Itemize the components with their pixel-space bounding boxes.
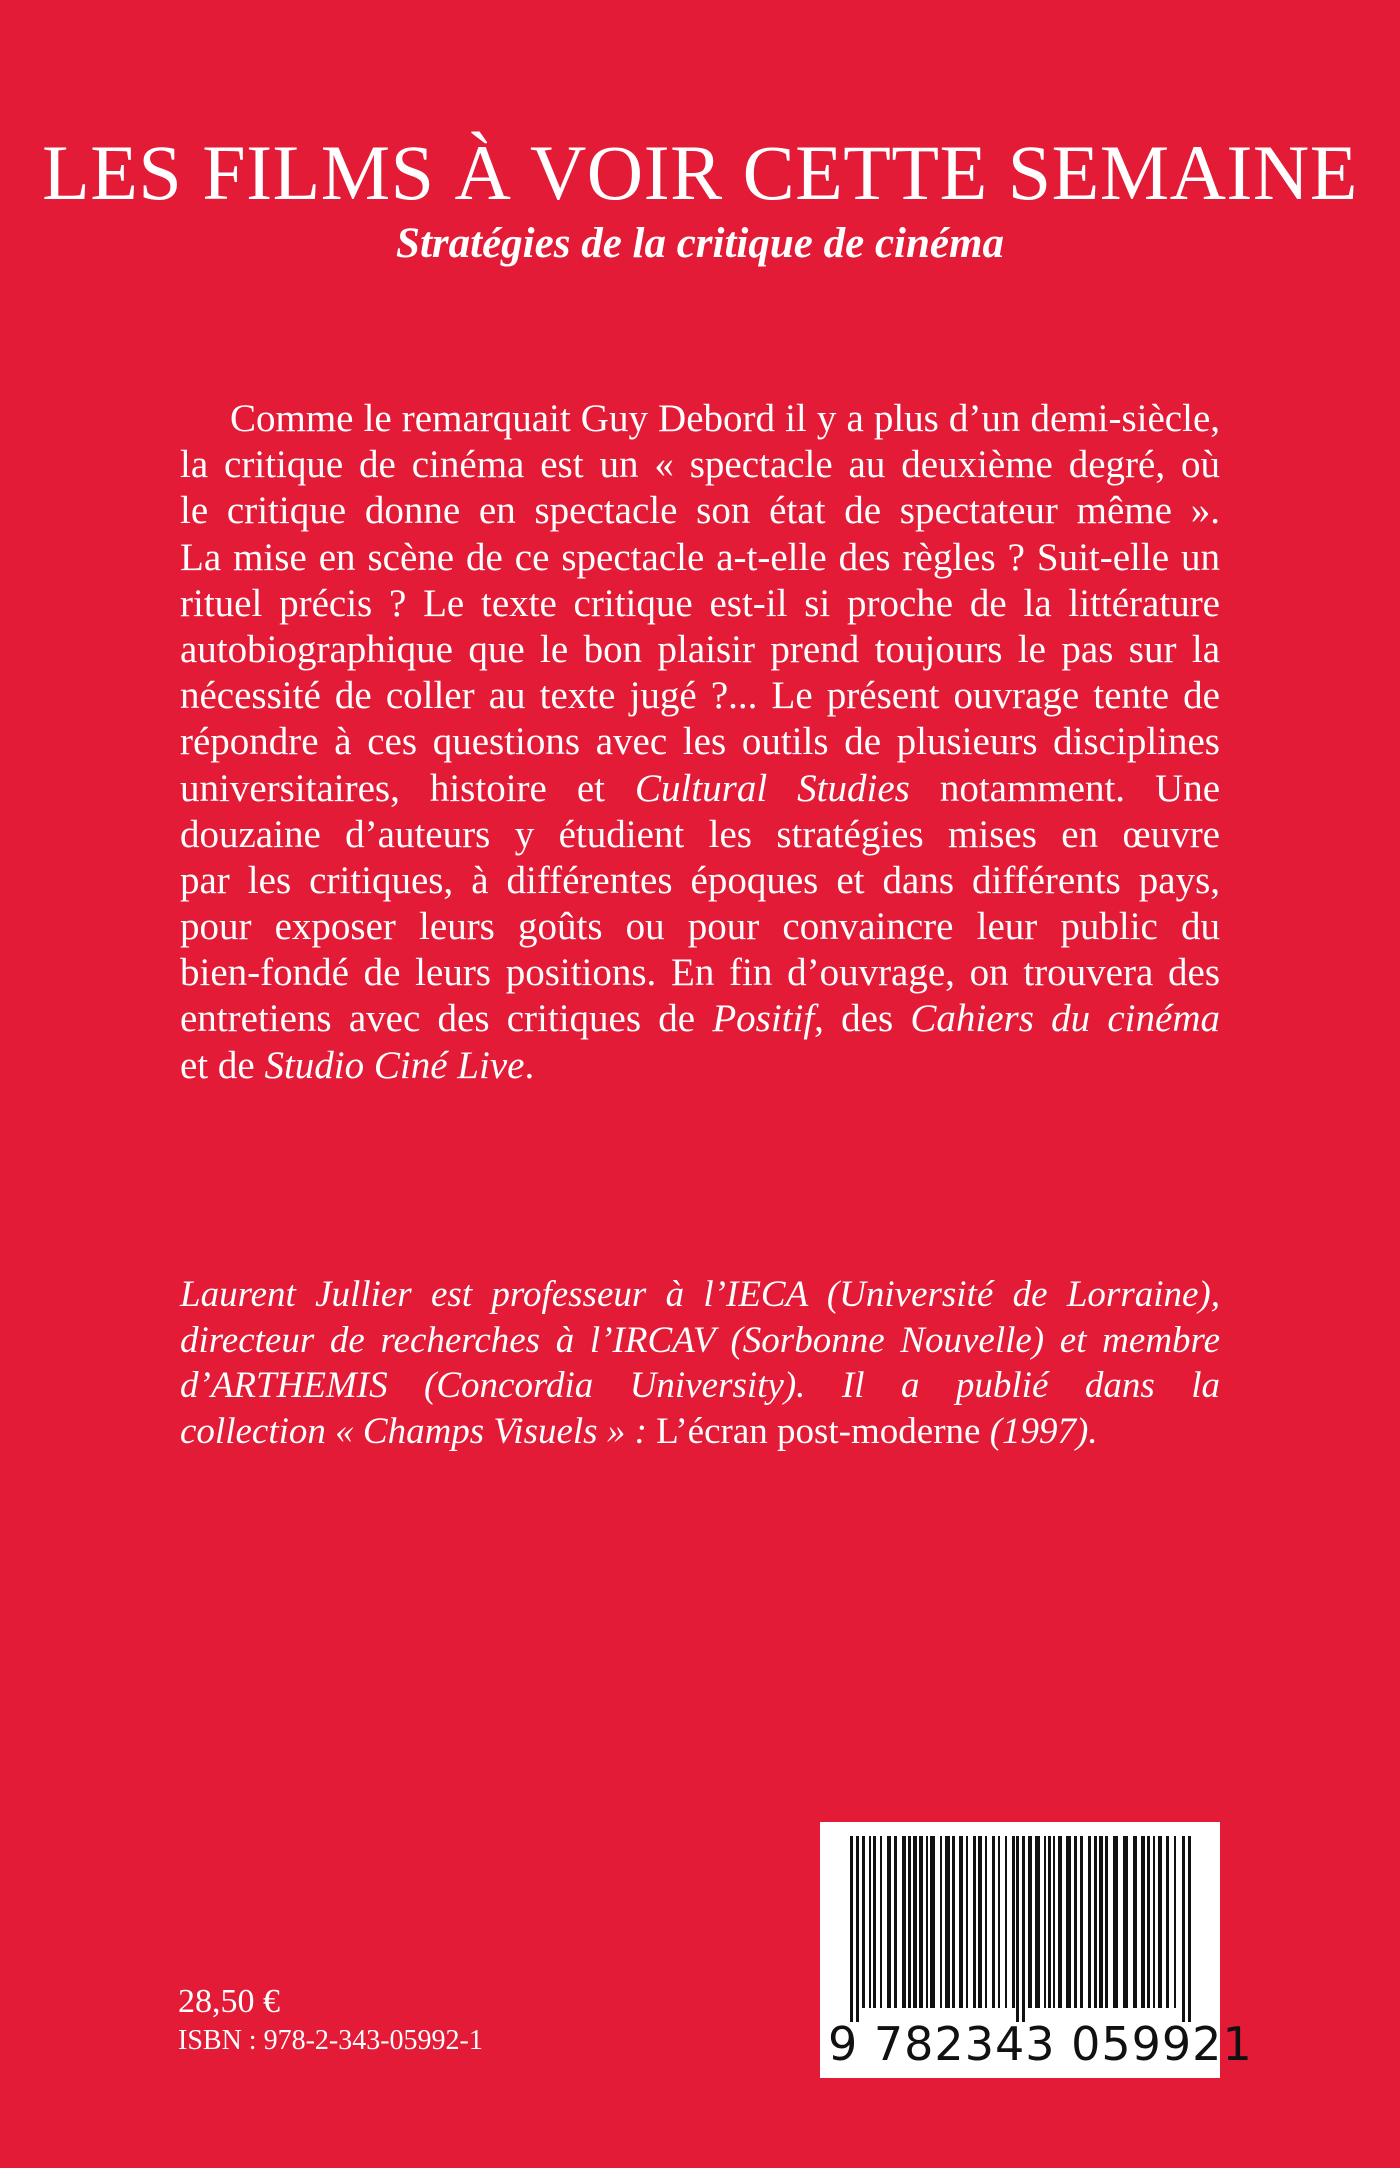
blurb-text-run: Comme le remarquait Guy Debord il y a plus d’un demi-siècle, [230,397,1220,440]
blurb-text-run: et de [180,1043,265,1087]
book-title: LES FILMS À VOIR CETTE SEMAINE [42,129,1358,216]
blurb-text-run: nécessité de coller au texte jugé ?... Le présent ouvrage tente de [180,674,1220,718]
blurb-text-run: répondre à ces questions avec les outils de plusieurs disciplines [180,720,1220,764]
blurb-line [180,1043,1220,1089]
blurb-line [180,442,1220,488]
blurb-text-run: universitaires, histoire et [180,766,635,810]
blurb-text-run: La mise en scène de ce spectacle a-t-elle des règles ? Suit-elle un [180,535,1220,579]
blurb-text-run: , des [814,997,911,1041]
blurb-text-run: Positif [712,997,815,1041]
blurb-line [180,488,1220,534]
author-bio-line [180,1272,1220,1318]
author-bio-text-run: d’ARTHEMIS (Concordia University). Il a publié dans la [180,1365,1220,1406]
blurb-line [180,858,1220,904]
blurb-text-run: la critique de cinéma est un « spectacle au deuxième degré, où [180,443,1220,487]
blurb-line [180,396,1220,442]
blurb-text-run: entretiens avec des critiques de [180,997,713,1041]
blurb-line [180,950,1220,996]
blurb-text-run: Cultural Studies [634,766,910,810]
blurb-text-run: autobiographique que le bon plaisir prend toujours le pas sur la [180,627,1220,671]
blurb-line [180,904,1220,950]
blurb-line [180,673,1220,719]
blurb-text-run: douzaine d’auteurs y étudient les stratégies mises en œuvre [180,812,1220,856]
author-bio-line [180,1409,1220,1455]
blurb-text-run: pour exposer leurs goûts ou pour convaincre leur public du [180,905,1220,949]
blurb-text-run: bien-fondé de leurs positions. En fin d’ouvrage, on trouvera des [180,951,1220,995]
blurb-line [180,535,1220,581]
blurb-text-run: notamment. Une [909,766,1221,810]
blurb-text-run: Studio Ciné Live [264,1043,525,1087]
author-bio-text-run: (1997). [980,1410,1098,1452]
blurb-line [180,812,1220,858]
author-bio-text-run: L’écran post-moderne [656,1410,981,1452]
blurb-text-run: rituel précis ? Le texte critique est-il si proche de la littérature [180,581,1220,625]
author-bio-text-run: directeur de recherches à l’IRCAV (Sorbonne Nouvelle) et membre [180,1319,1220,1361]
blurb-text-run: Cahiers du cinéma [910,997,1220,1041]
blurb-line [180,996,1220,1042]
blurb-text-run: le critique donne en spectacle son état de spectateur même ». [180,489,1220,533]
barcode-bars-icon [820,1822,1220,2022]
blurb-line [180,627,1220,673]
blurb-text-run: par les critiques, à différentes époques et dans différents pays, [180,858,1220,902]
author-bio-text-run: Laurent Jullier est professeur à l’IECA (Université de Lorraine), [180,1274,1220,1315]
isbn-label: ISBN : 978-2-343-05992-1 [178,2025,483,2056]
author-bio-text-run: collection « Champs Visuels » : [180,1410,657,1452]
blurb-text-run: . [524,1043,535,1087]
book-blurb [180,396,1220,1089]
price-label: 28,50 € [178,1983,280,2020]
barcode-digits: 9 782343 059921 [828,2017,1253,2071]
blurb-line [180,581,1220,627]
barcode [820,1822,1253,2078]
author-bio-line [180,1363,1220,1409]
author-bio-line [180,1318,1220,1364]
author-bio [180,1272,1220,1454]
book-subtitle: Stratégies de la critique de cinéma [396,220,1004,267]
blurb-line [180,766,1220,812]
blurb-line [180,719,1220,765]
